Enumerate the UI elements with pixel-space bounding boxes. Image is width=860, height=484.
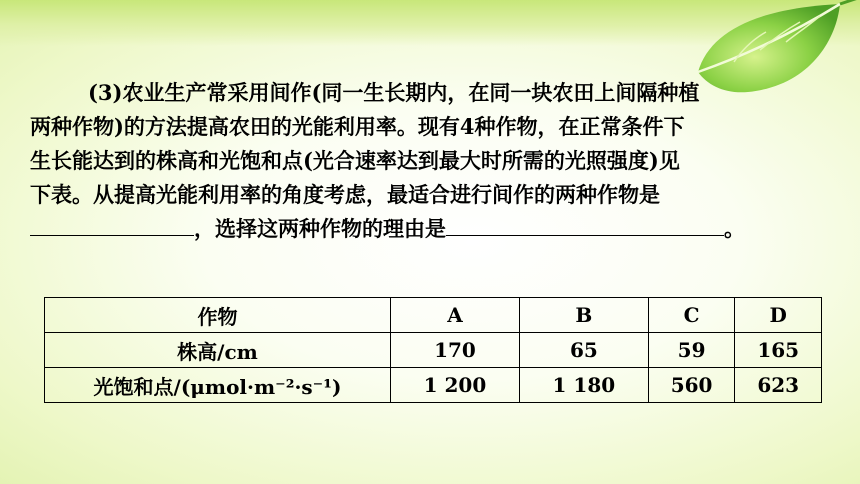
crop-data-table <box>44 297 822 403</box>
question-line-5-end: 。 <box>724 216 745 241</box>
question-line-4: 下表。从提高光能利用率的角度考虑，最适合进行间作的两种作物是 <box>30 182 660 207</box>
header-cell: C <box>648 298 735 333</box>
question-line-3: 生长能达到的株高和光饱和点(光合速率达到最大时所需的光照强度)见 <box>30 148 680 173</box>
header-cell: 作物 <box>45 298 391 333</box>
table-cell: 1 180 <box>519 368 648 403</box>
table-header-row <box>45 298 822 333</box>
table-cell: 65 <box>519 333 648 368</box>
table-row <box>45 333 822 368</box>
row-label: 株高/cm <box>45 333 391 368</box>
header-cell: A <box>391 298 520 333</box>
table-cell: 59 <box>648 333 735 368</box>
answer-blank-crops[interactable] <box>30 213 194 236</box>
question-line-1: (3)农业生产常采用间作(同一生长期内，在同一块农田上间隔种植 <box>88 80 700 105</box>
header-cell: D <box>735 298 822 333</box>
answer-blank-reason[interactable] <box>446 213 724 236</box>
table-cell: 560 <box>648 368 735 403</box>
table-cell: 1 200 <box>391 368 520 403</box>
question-paragraph <box>30 76 830 246</box>
table-cell: 165 <box>735 333 822 368</box>
question-line-2: 两种作物)的方法提高农田的光能利用率。现有4种作物，在正常条件下 <box>30 114 685 139</box>
header-cell: B <box>519 298 648 333</box>
row-label: 光饱和点/(μmol·m⁻²·s⁻¹) <box>45 368 391 403</box>
question-line-5 <box>30 212 830 246</box>
table-cell: 623 <box>735 368 822 403</box>
table-cell: 170 <box>391 333 520 368</box>
table-row <box>45 368 822 403</box>
question-line-5-middle: ，选择这两种作物的理由是 <box>194 216 446 241</box>
